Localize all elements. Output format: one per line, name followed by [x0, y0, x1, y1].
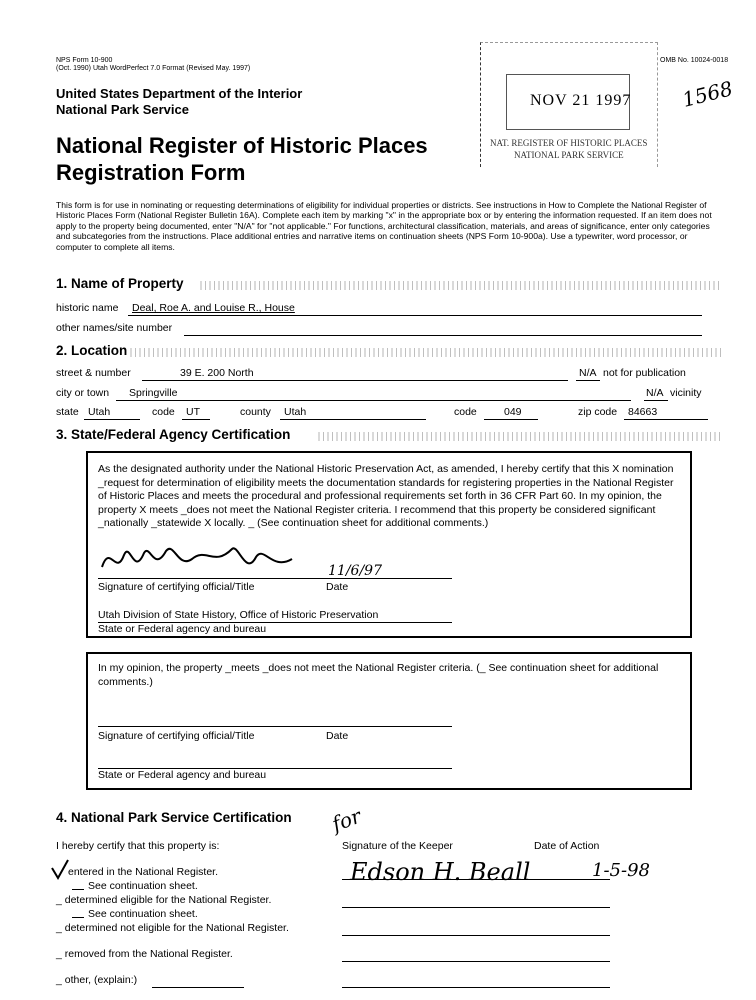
stamp-date: NOV 21 1997 — [530, 92, 632, 109]
agency-certification-box — [86, 451, 692, 638]
page-title: National Register of Historic Places — [56, 133, 428, 158]
status-entered-continuation: See continuation sheet. — [88, 880, 198, 892]
county-label: county — [240, 406, 271, 418]
status-not-eligible: _ determined not eligible for the National Register. — [56, 922, 289, 934]
date-label-2: Date — [326, 730, 349, 742]
city-label: city or town — [56, 387, 110, 399]
stamp-line1: NAT. REGISTER OF HISTORIC PLACES — [490, 138, 648, 148]
certifying-date-value: 11/6/97 — [328, 563, 382, 579]
commenting-official-box — [86, 652, 692, 790]
signature-label-2: Signature of certifying official/Title — [98, 730, 255, 742]
historic-name-value: Deal, Roe A. and Louise R., House — [132, 302, 295, 314]
handwritten-reference-number: 1568 — [679, 76, 736, 112]
section-3-heading: 3. State/Federal Agency Certification — [56, 427, 291, 442]
status-other: _ other, (explain:) — [56, 974, 138, 986]
section-4-heading: 4. National Park Service Certification — [56, 810, 292, 825]
instructions-paragraph: This form is for use in nominating or requesting determinations of eligibility for individual properties or districts. See instructions in How to Complete the National Register of Historic Places Form (National Register Bulletin 16A). Complete each item by marking "x" in the appropriate box or by entering the information requested. If an item does not apply to the property being documented, enter "N/A" for "not applicable." For functions, architectural classification, materials, and areas of significance, enter only categories and subcategories from the instructions. Place additional entries and narrative items on continuation sheets (NPS Form 10-900a). Use a typewriter, word processor, or computer to complete all items. — [56, 200, 712, 252]
not-for-publication-label: not for publication — [603, 367, 686, 379]
department-name: United States Department of the Interior — [56, 86, 303, 101]
signature-label: Signature of certifying official/Title — [98, 581, 255, 593]
date-of-action-value: 1-5-98 — [592, 860, 650, 881]
agency-bureau-value: Utah Division of State History, Office of Historic Preservation — [98, 609, 379, 621]
certification-text: As the designated authority under the National Historic Preservation Act, as amended, I hereby certify that this X nomination _request for determination of eligibility meets the documentation standards for registering properties in the National Register of Historic Places and meets the procedural and professional requirements set forth in 36 CFR Part 60. In my opinion, the property X meets _does not meet the National Register criteria. I recommend that this property be considered significant _nationally _statewide X locally. _ (See continuation sheet for additional comments.) — [98, 463, 674, 530]
other-names-label: other names/site number — [56, 322, 173, 334]
date-of-action-label: Date of Action — [534, 840, 600, 852]
status-removed: _ removed from the National Register. — [56, 948, 233, 960]
zip-value: 84663 — [628, 406, 658, 418]
status-eligible: _ determined eligible for the National Register. — [56, 894, 272, 906]
section-1-heading: 1. Name of Property — [56, 276, 184, 291]
state-code-label: code — [152, 406, 175, 418]
state-value: Utah — [88, 406, 111, 418]
status-entered: entered in the National Register. — [68, 866, 219, 878]
agency-bureau-label-2: State or Federal agency and bureau — [98, 769, 267, 781]
state-code-value: UT — [186, 406, 200, 418]
city-value: Springville — [129, 387, 178, 399]
vicinity-value: N/A — [646, 387, 664, 399]
section-2-heading: 2. Location — [56, 343, 128, 358]
street-value: 39 E. 200 North — [180, 367, 254, 379]
vicinity-label: vicinity — [670, 387, 702, 399]
zip-label: zip code — [578, 406, 618, 418]
opinion-text: In my opinion, the property _meets _does not meet the National Register criteria. (_ See continuation sheet for additional comments.) — [98, 662, 659, 688]
form-number: NPS Form 10-900 — [56, 57, 113, 64]
service-name: National Park Service — [56, 102, 189, 117]
certify-statement: I hereby certify that this property is: — [56, 840, 220, 852]
received-stamp — [480, 42, 656, 166]
omb-number: OMB No. 10024-0018 — [660, 57, 729, 64]
stamp-line2: NATIONAL PARK SERVICE — [514, 150, 624, 160]
keeper-signature-value: Edson H. Beall — [350, 858, 531, 886]
county-code-label: code — [454, 406, 477, 418]
county-code-value: 049 — [504, 406, 522, 418]
county-value: Utah — [284, 406, 307, 418]
keeper-signature-label: Signature of the Keeper — [342, 840, 453, 852]
street-label: street & number — [56, 367, 131, 379]
checkmark-icon — [50, 858, 70, 882]
form-revision: (Oct. 1990) Utah WordPerfect 7.0 Format (Revised May. 1997) — [56, 65, 251, 72]
agency-bureau-label: State or Federal agency and bureau — [98, 623, 267, 635]
not-for-publication-value: N/A — [579, 367, 597, 379]
handwritten-for: for — [328, 803, 365, 837]
state-label: state — [56, 406, 79, 418]
date-label: Date — [326, 581, 349, 593]
status-eligible-continuation: See continuation sheet. — [88, 908, 198, 920]
page-subtitle: Registration Form — [56, 160, 246, 185]
historic-name-label: historic name — [56, 302, 119, 314]
